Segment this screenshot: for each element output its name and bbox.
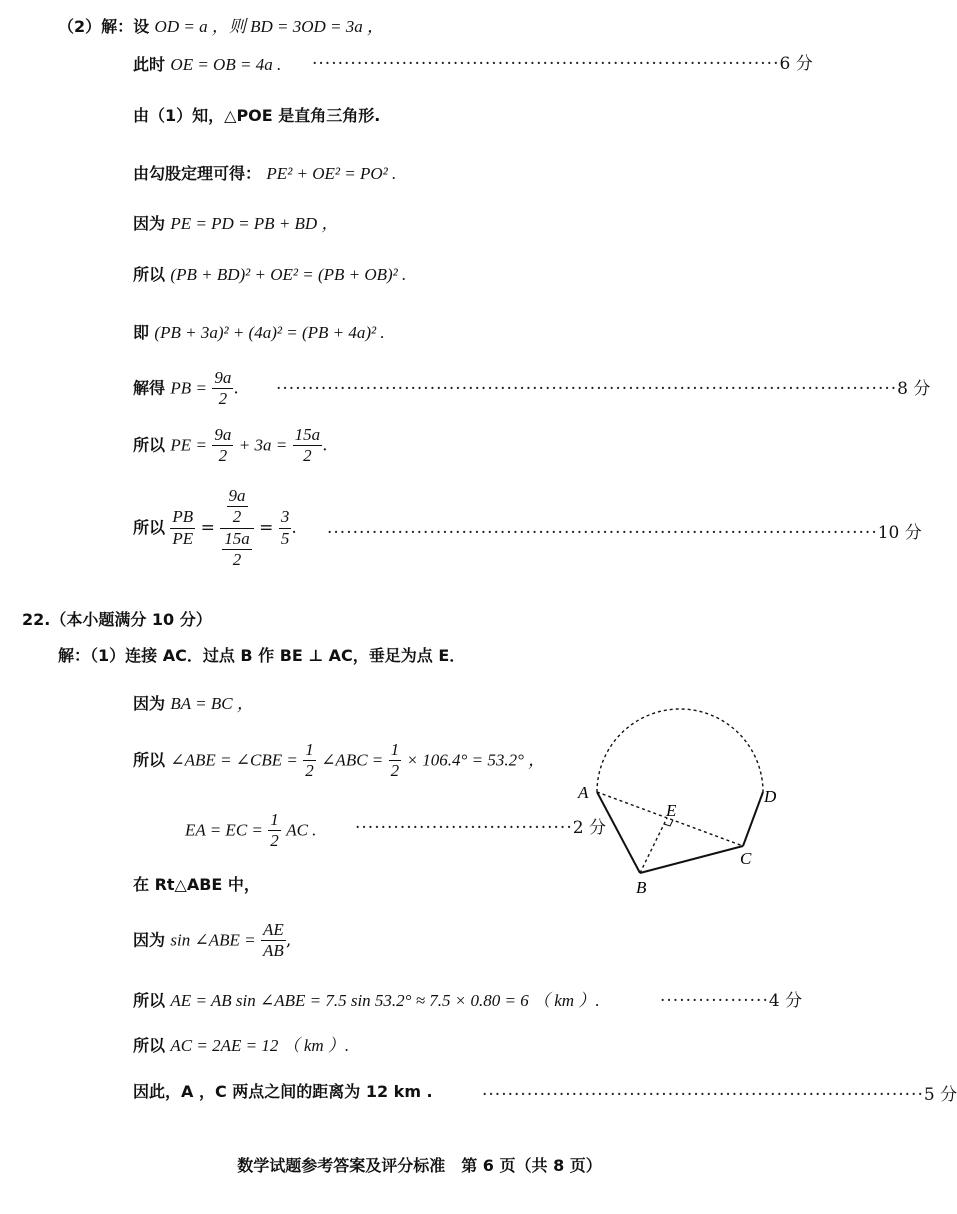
part2-line10: 所以 $\frac{PB}{PE}$ = $\frac{\frac{9a}{2}}{\frac{15a}{2}}$ = $\frac{3}{5}$ .	[133, 486, 297, 570]
score-line2: ·········································································6 分	[312, 54, 813, 74]
part2-line1: （2）解：设 OD = a ，则 BD = 3OD = 3a ，	[58, 17, 384, 36]
label-c: C	[740, 849, 752, 868]
segment-bc	[640, 846, 743, 873]
score-q22-5: ·····································································5 分	[482, 1085, 957, 1105]
part2-line7: 即 (PB + 3a)² + (4a)² = (PB + 4a)² .	[133, 323, 385, 342]
part2-line3: 由（1）知，△POE 是直角三角形.	[133, 106, 381, 125]
q22-line1: 解：（1）连接 AC．过点 B 作 BE ⊥ AC，垂足为点 E．	[58, 646, 466, 665]
part2-line8: 解得 PB = $\frac{9a}{2}$ .	[133, 368, 239, 409]
geometry-figure	[560, 700, 800, 900]
score-q22-4: ·················4 分	[660, 991, 803, 1011]
score-q22-2: ··································2 分	[355, 818, 606, 838]
dashed-arc	[597, 709, 763, 792]
segment-be	[640, 818, 667, 873]
page-footer: 数学试题参考答案及评分标准 第 6 页（共 8 页）	[237, 1156, 602, 1175]
label-e: E	[666, 801, 677, 820]
part2-line6: 所以 (PB + BD)² + OE² = (PB + OB)² .	[133, 265, 407, 284]
q22-line8: 所以 AC = 2AE = 12 （ km ）.	[133, 1036, 350, 1055]
label-d: D	[764, 787, 777, 806]
segment-dc	[743, 792, 763, 846]
score-line8: ·································································································8 分	[276, 379, 931, 399]
part2-line4: 由勾股定理可得： PE² + OE² = PO² .	[133, 164, 397, 183]
q22-line5: 在 Rt△ABE 中，	[133, 875, 260, 894]
score-line10: ······················································································10 分	[327, 523, 922, 543]
compound-fraction: $\frac{\frac{9a}{2}}{\frac{15a}{2}}$	[220, 486, 254, 571]
part2-line2: 此时 OE = OB = 4a .	[133, 55, 282, 74]
part2-line5: 因为 PE = PD = PB + BD ，	[133, 214, 339, 233]
q22-line3: 所以 ∠ABE = ∠CBE = $\frac{1}{2}$ ∠ABC = $\frac{1}{2}$ × 106.4° = 53.2° ，	[133, 740, 546, 781]
q22-title: 22.（本小题满分 10 分）	[22, 610, 212, 629]
fraction-pb: $\frac{9a}{2}$	[214, 368, 232, 409]
label-a: A	[578, 783, 589, 802]
q22-line4: EA = EC = $\frac{1}{2}$ AC .	[185, 810, 317, 851]
q22-line9: 因此，A ，C 两点之间的距离为 12 km .	[133, 1082, 433, 1101]
segment-ab	[597, 792, 640, 873]
q22-line6: 因为 sin ∠ABE = $\frac{AE}{AB}$ ,	[133, 920, 292, 961]
q22-line2: 因为 BA = BC ，	[133, 694, 254, 713]
right-angle-mark	[664, 820, 673, 826]
q22-line7: 所以 AE = AB sin ∠ABE = 7.5 sin 53.2° ≈ 7.5 × 0.80 = 6 （ km ）.	[133, 991, 600, 1010]
part2-line9: 所以 PE = $\frac{9a}{2}$ + 3a = $\frac{15a}{2}$ .	[133, 425, 328, 466]
label-b: B	[636, 878, 647, 897]
